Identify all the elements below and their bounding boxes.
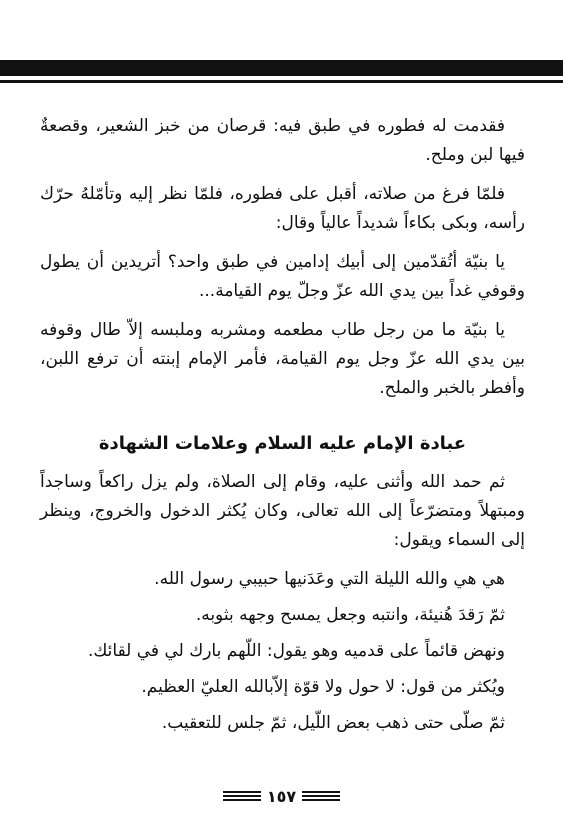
page-body [40,112,525,745]
footer-rule-left [223,791,261,801]
paragraph: فلمّا فرغ من صلاته، أقبل على فطوره، فلمّا نظر إليه وتأمّلهُ حرّك رأسه، وبكى بكاءاً شديداً عالياً وقال: [40,184,525,233]
footer-rule-right [302,791,340,801]
page-number: ١٥٧ [266,786,297,806]
paragraph: يا بنيّة ما من رجل طاب مطعمه ومشربه وملبسه إلاّ طال وقوفه بين يدي الله عزّ وجل يوم القيامة، فأمر الإمام إبنته أن ترفع اللبن، وأفطر بالخبر والملح. [40,320,525,398]
section-heading: عبادة الإمام عليه السلام وعلامات الشهادة [98,433,467,454]
paragraph: فقدمت له فطوره في طبق فيه: قرصان من خبز الشعير، وقصعةٌ فيها لبن وملح. [40,116,525,165]
paragraph: يا بنيّة أتُقدّمين إلى أبيك إدامين في طبق واحد؟ أتريدين أن يطول وقوفي غداً بين يدي الله عزّ وجلّ يوم القيامة... [40,252,525,301]
paragraph: هي هي والله الليلة التي وعَدَنيها حبيبي رسول الله. [154,569,505,589]
paragraph: ونهض قائماً على قدميه وهو يقول: اللّهم بارك لي في لقائك. [87,641,505,661]
page-footer [0,786,563,806]
header-rule-thick [0,60,563,76]
paragraph: ويُكثر من قول: لا حول ولا قوّة إلاّبالله العليّ العظيم. [141,677,505,697]
header-rule-thin [0,80,563,83]
paragraph: ثمّ رَقدَ هُنيئة، وانتبه وجعل يمسح وجهه بثوبه. [195,605,505,625]
paragraph: ثمّ صلّى حتى ذهب بعض اللّيل، ثمّ جلس للتعقيب. [161,713,505,733]
paragraph: ثم حمد الله وأثنى عليه، وقام إلى الصلاة، ولم يزل راكعاً وساجداً ومبتهلاً ومتضرّعاً إلى الله تعالى، وكان يُكثر الدخول والخروج، وينظر إلى السماء ويقول: [40,472,525,550]
